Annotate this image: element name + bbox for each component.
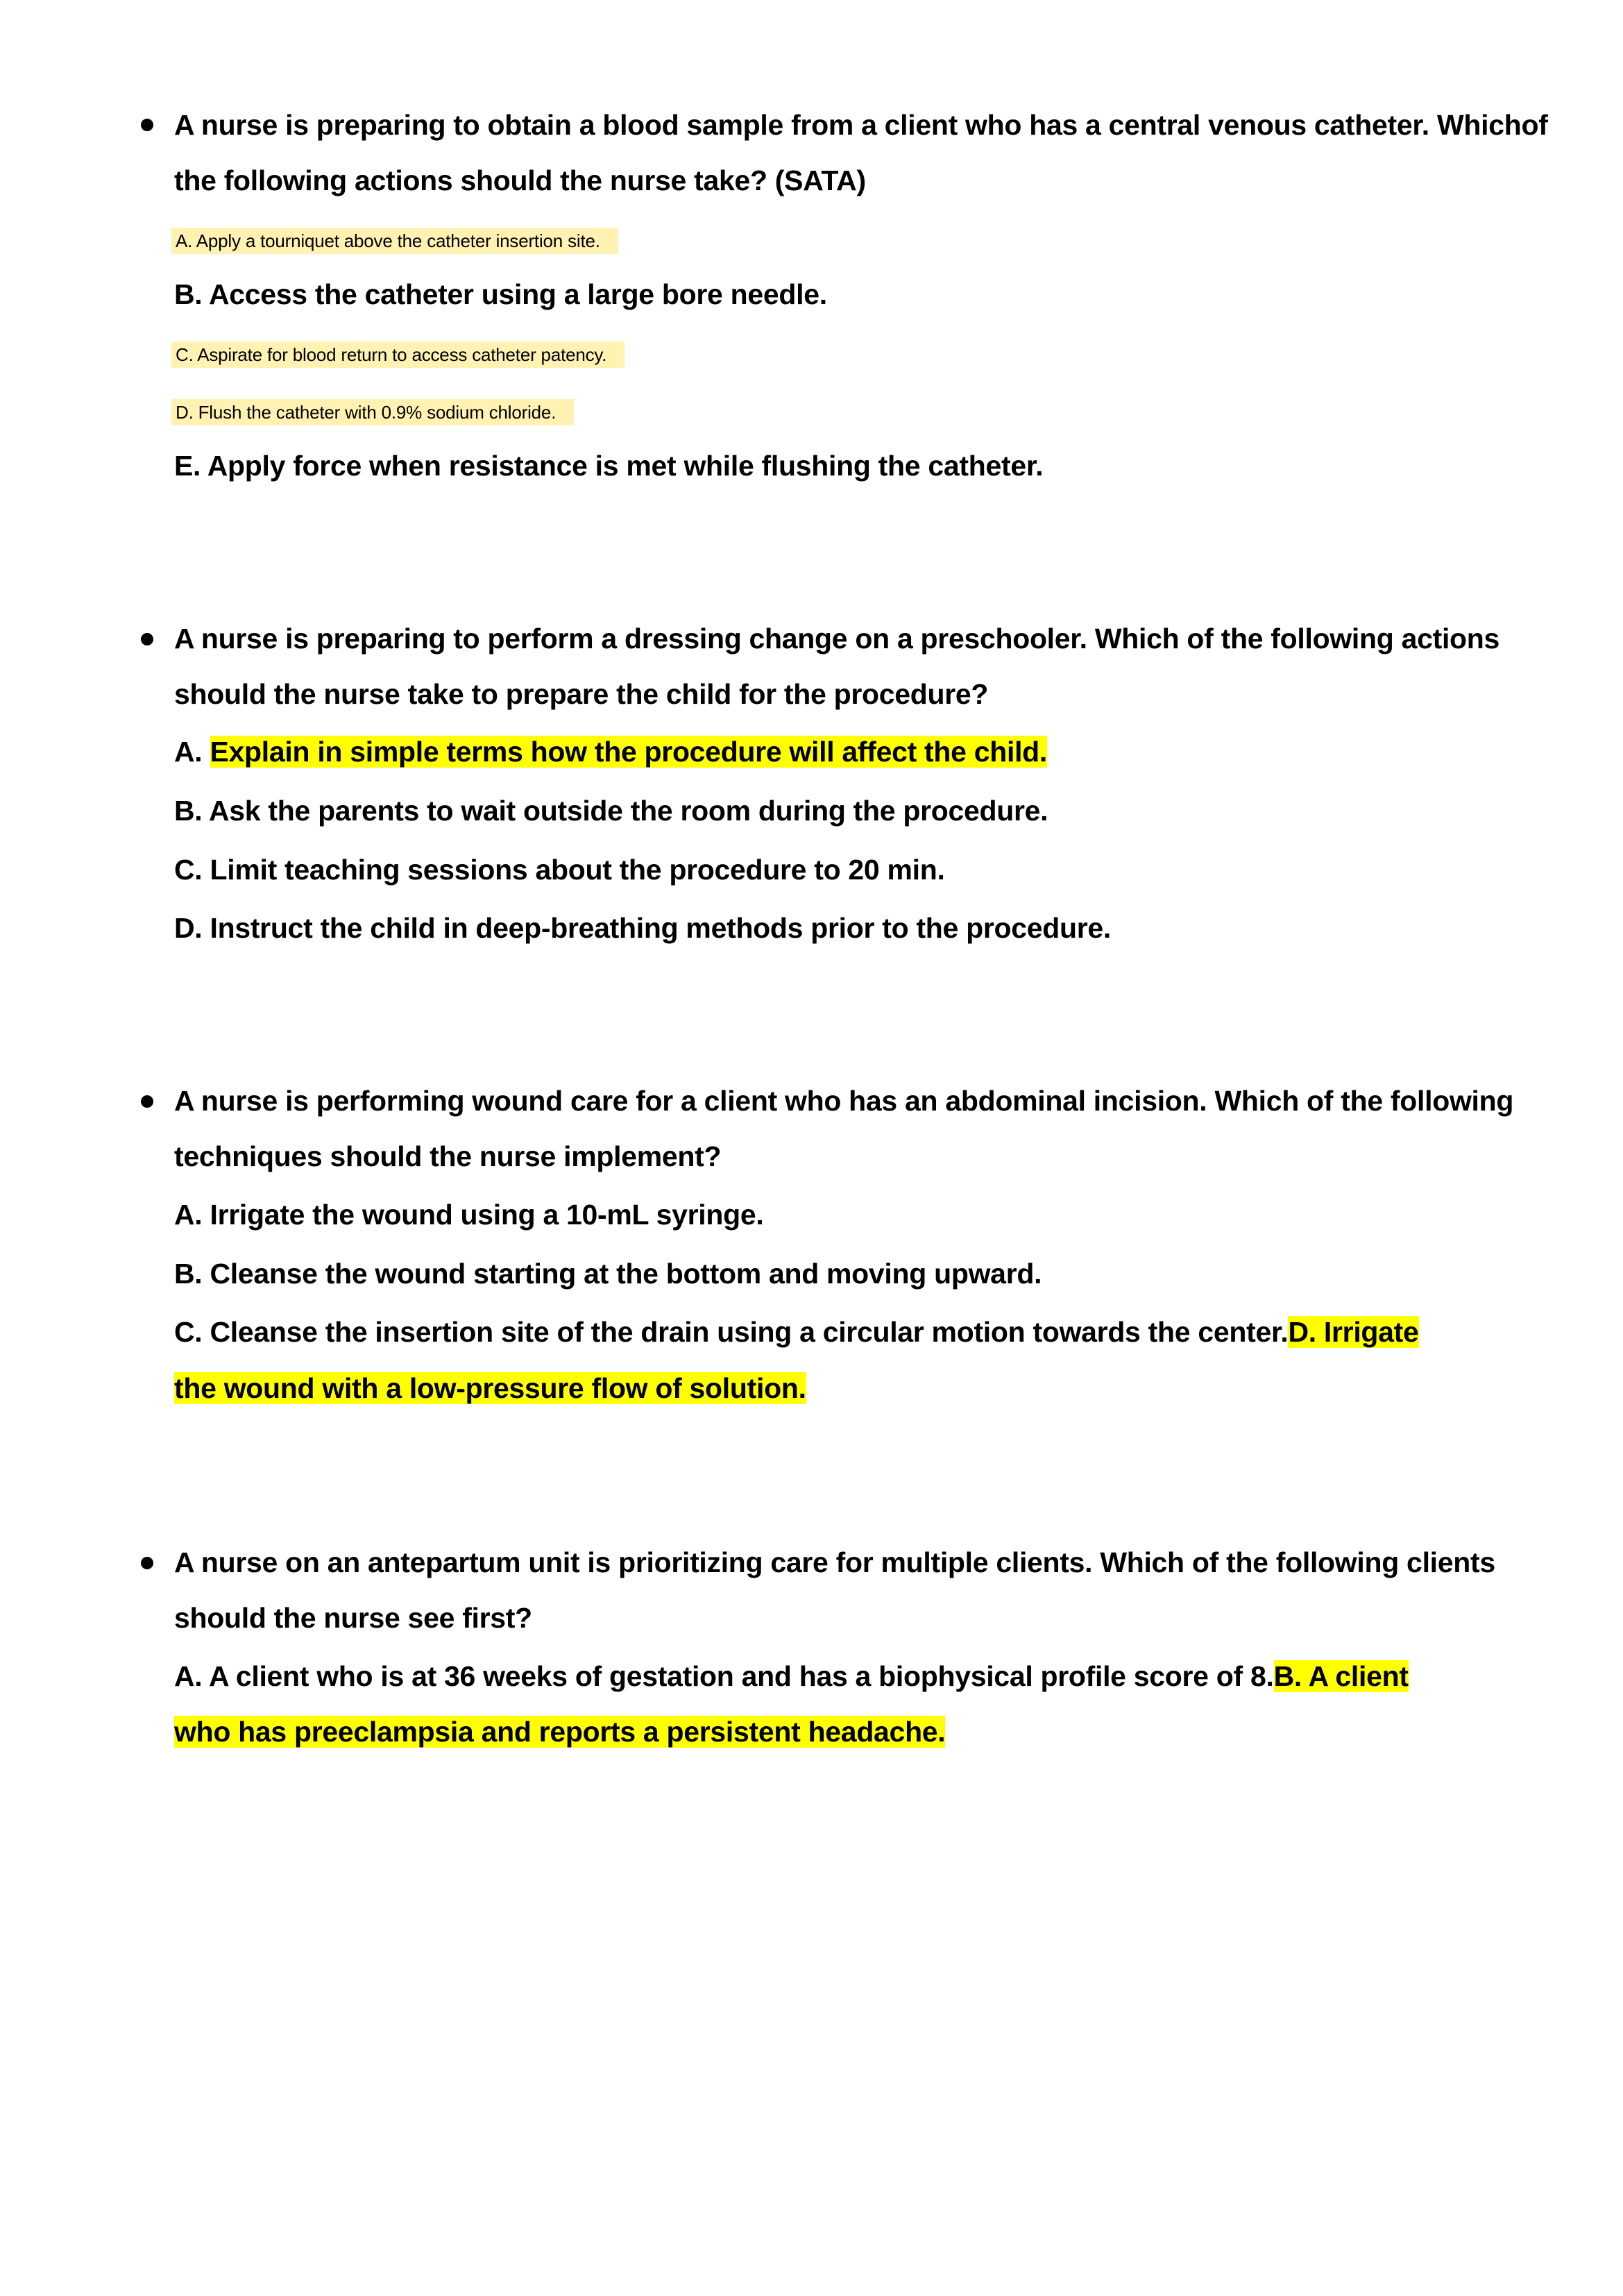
question-1-option-a: A. Apply a tourniquet above the catheter insertion site.: [171, 228, 618, 254]
question-2-option-d: D. Instruct the child in deep-breathing methods prior to the procedure.: [174, 912, 1112, 944]
question-3-option-c: [174, 1314, 1419, 1350]
question-4-option-a: [174, 1658, 1409, 1694]
question-3-option-d-answer: the wound with a low-pressure flow of solution.: [174, 1372, 806, 1404]
bullet-icon: [141, 1095, 153, 1108]
question-4-option-b-start: B. A client: [1273, 1660, 1409, 1692]
question-1-option-d: D. Flush the catheter with 0.9% sodium chloride.: [171, 399, 574, 425]
question-3-option-b: B. Cleanse the wound starting at the bottom and moving upward.: [174, 1258, 1042, 1290]
question-3-stem-line-1: A nurse is performing wound care for a client who has an abdominal incision. Which of the following: [174, 1085, 1514, 1117]
question-2-option-b: B. Ask the parents to wait outside the room during the procedure.: [174, 795, 1048, 827]
question-1-stem-line-2: the following actions should the nurse take? (SATA): [174, 164, 866, 196]
question-2-stem-line-1: A nurse is preparing to perform a dressing change on a preschooler. Which of the following actions: [174, 623, 1500, 655]
question-3-option-d-start: D. Irrigate: [1288, 1316, 1419, 1348]
question-2-option-a-prefix: A.: [174, 736, 210, 768]
question-2-option-a-answer: Explain in simple terms how the procedure will affect the child.: [210, 736, 1047, 768]
question-3-option-a: A. Irrigate the wound using a 10-mL syringe.: [174, 1199, 764, 1231]
question-4-stem-line-2: should the nurse see first?: [174, 1602, 532, 1634]
question-1-option-e: E. Apply force when resistance is met while flushing the catheter.: [174, 450, 1044, 482]
question-3-option-c-text: C. Cleanse the insertion site of the drain using a circular motion towards the center.: [174, 1316, 1289, 1348]
question-1-stem-line-1: A nurse is preparing to obtain a blood sample from a client who has a central venous catheter. Whichof: [174, 109, 1548, 141]
question-4-option-b-answer: who has preeclampsia and reports a persistent headache.: [174, 1716, 946, 1748]
bullet-icon: [141, 633, 153, 645]
question-1-option-c: C. Aspirate for blood return to access catheter patency.: [171, 341, 624, 368]
question-4-option-a-text: A. A client who is at 36 weeks of gestation and has a biophysical profile score of 8.: [174, 1660, 1274, 1692]
question-3-stem-line-2: techniques should the nurse implement?: [174, 1140, 722, 1172]
question-2-stem-line-2: should the nurse take to prepare the child for the procedure?: [174, 678, 989, 710]
question-1-option-b: B. Access the catheter using a large bore needle.: [174, 278, 827, 310]
question-2-option-a: [174, 734, 1047, 770]
question-4-option-b-continued: [174, 1714, 945, 1750]
question-3-option-d-continued: [174, 1370, 806, 1406]
bullet-icon: [141, 119, 153, 131]
question-4-stem-line-1: A nurse on an antepartum unit is prioritizing care for multiple clients. Which of the following clients: [174, 1546, 1495, 1578]
bullet-icon: [141, 1557, 153, 1569]
question-2-option-c: C. Limit teaching sessions about the procedure to 20 min.: [174, 854, 945, 886]
